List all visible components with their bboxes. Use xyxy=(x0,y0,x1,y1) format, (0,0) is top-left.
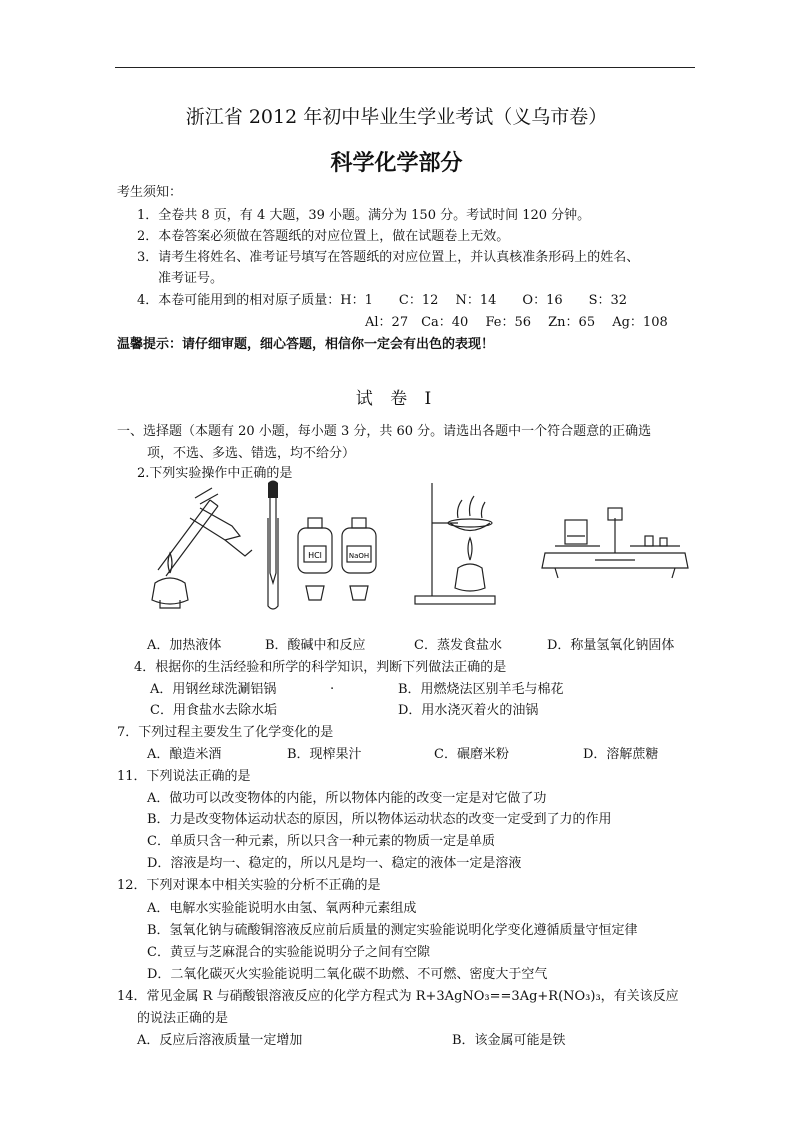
notice-item-3: 3．请考生将姓名、准考证号填写在答题纸的对应位置上，并认真核准条形码上的姓名、 xyxy=(137,250,640,265)
part1-line2: 项，不选、多选、错选，均不给分） xyxy=(147,446,356,461)
q12-option-d: D．二氧化碳灭火实验能说明二氧化碳不助燃、不可燃、密度大于空气 xyxy=(147,967,548,982)
q4-option-b: B．用燃烧法区别羊毛与棉花 xyxy=(398,682,564,697)
page-subtitle: 科学化学部分 xyxy=(330,151,463,176)
q4-option-d: D．用水浇灭着火的油锅 xyxy=(398,703,539,718)
q2-option-d: D．称量氢氧化钠固体 xyxy=(547,638,675,653)
q11-option-a: A．做功可以改变物体的内能，所以物体内能的改变一定是对它做了功 xyxy=(147,791,547,806)
q7-stem: 7．下列过程主要发生了化学变化的是 xyxy=(117,725,334,740)
hcl-label: HCl xyxy=(308,551,322,560)
q7-option-d: D．溶解蔗糖 xyxy=(583,747,659,762)
notice-item-2: 2．本卷答案必须做在答题纸的对应位置上，做在试题卷上无效。 xyxy=(137,229,510,244)
q7-option-b: B．现榨果汁 xyxy=(287,747,362,762)
q11-option-c: C．单质只含一种元素，所以只含一种元素的物质一定是单质 xyxy=(147,834,495,849)
evaporating-dish-illustration xyxy=(415,483,495,604)
naoh-label: NaOH xyxy=(348,552,370,560)
notice-item-4-cont: Al：27 Ca：40 Fe：56 Zn：65 Ag：108 xyxy=(365,315,668,330)
balance-illustration xyxy=(542,508,688,578)
q2-option-b: B．酸碱中和反应 xyxy=(265,638,366,653)
q7-option-c: C．碾磨米粉 xyxy=(434,747,509,762)
q4-stray-dot: . xyxy=(330,678,335,693)
q4-option-a: A．用钢丝球洗涮铝锅 xyxy=(150,682,277,697)
q12-option-c: C．黄豆与芝麻混合的实验能说明分子之间有空隙 xyxy=(147,945,430,960)
notice-tip: 温馨提示：请仔细审题，细心答题，相信你一定会有出色的表现！ xyxy=(117,337,495,352)
q7-option-a: A．酿造米酒 xyxy=(147,747,222,762)
q11-option-b: B．力是改变物体运动状态的原因，所以物体运动状态的改变一定受到了力的作用 xyxy=(147,812,612,827)
page-title: 浙江省 2012 年初中毕业生学业考试（义乌市卷） xyxy=(185,106,608,128)
notice-item-3-cont: 准考证号。 xyxy=(158,271,224,286)
q2-illustrations xyxy=(140,478,700,628)
q4-stem: 4．根据你的生活经验和所学的科学知识，判断下列做法正确的是 xyxy=(134,660,507,675)
part1-line1: 一、选择题（本题有 20 小题，每小题 3 分，共 60 分。请选出各题中一个符合题意的正确选 xyxy=(117,424,652,439)
notice-heading: 考生须知： xyxy=(117,185,183,200)
heating-liquid-illustration xyxy=(152,488,252,608)
q12-stem: 12．下列对课本中相关实验的分析不正确的是 xyxy=(117,878,381,893)
dropper-and-bottles-illustration xyxy=(268,481,376,610)
q11-option-d: D．溶液是均一、稳定的，所以凡是均一、稳定的液体一定是溶液 xyxy=(147,856,522,871)
q2-option-a: A．加热液体 xyxy=(147,638,222,653)
q12-option-a: A．电解水实验能说明水由氢、氧两种元素组成 xyxy=(147,901,417,916)
q11-stem: 11．下列说法正确的是 xyxy=(117,769,251,784)
q2-stem: 2.下列实验操作中正确的是 xyxy=(137,466,293,481)
q14-option-a: A．反应后溶液质量一定增加 xyxy=(137,1033,303,1048)
section-title: 试 卷 I xyxy=(355,389,438,409)
q14-stem-line1: 14．常见金属 R 与硝酸银溶液反应的化学方程式为 R+3AgNO₃==3Ag+R(NO₃)₃，有关该反应 xyxy=(117,989,679,1004)
notice-item-4: 4．本卷可能用到的相对原子质量：H：1 C：12 N：14 O：16 S：32 xyxy=(137,293,628,308)
q12-option-b: B．氢氧化钠与硫酸铜溶液反应前后质量的测定实验能说明化学变化遵循质量守恒定律 xyxy=(147,923,638,938)
q2-option-c: C．蒸发食盐水 xyxy=(414,638,502,653)
q14-stem-line2: 的说法正确的是 xyxy=(137,1011,229,1026)
q14-option-b: B．该金属可能是铁 xyxy=(452,1033,566,1048)
header-rule xyxy=(115,67,695,68)
q4-option-c: C．用食盐水去除水垢 xyxy=(150,703,277,718)
notice-item-1: 1．全卷共 8 页，有 4 大题，39 小题。满分为 150 分。考试时间 120 分钟。 xyxy=(137,208,591,223)
